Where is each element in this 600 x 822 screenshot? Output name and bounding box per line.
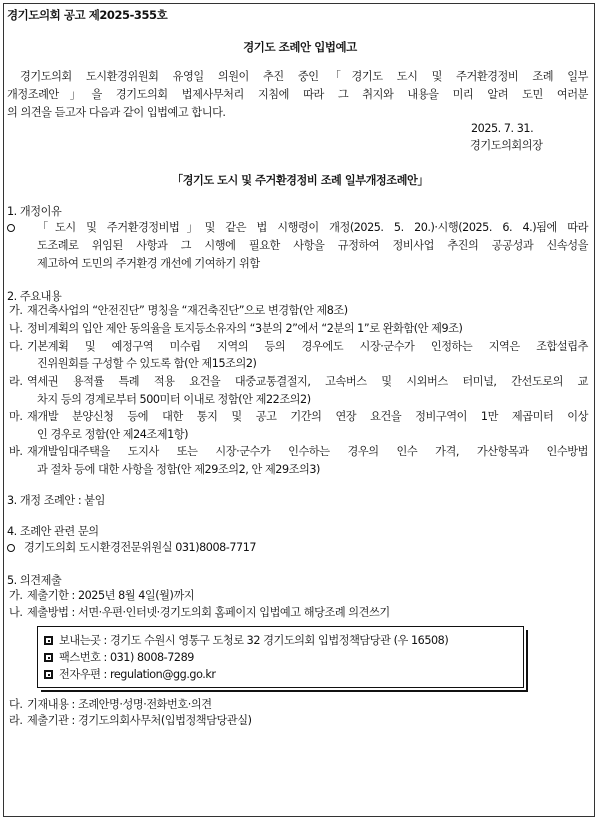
section5-heading: 5. 의견제출 [7, 574, 62, 587]
page-title: 경기도 조례안 입법예고 [243, 40, 357, 54]
square-bullet-icon [44, 670, 53, 679]
list-item-cont: 진위원회를 구성할 수 있도록 함(안 제15조의2) [37, 357, 257, 370]
submission-deadline: 제출기한 : 2025년 8월 4일(월)까지 [27, 589, 195, 602]
item-marker: 라. [9, 375, 23, 388]
square-bullet-icon [44, 636, 53, 645]
section1-line-3: 제고하여 도민의 주거환경 개선에 기여하기 위함 [37, 257, 260, 270]
intro-line-1: 경기도의회 도시환경위원회 유영일 의원이 추진 중인「경기도 도시 및 주거환경정비 조례 일부 [20, 70, 588, 83]
list-item: 기본계획 및 예정구역 미수립 지역의 등의 경우에도 시장·군수가 인정하는 지역은 조합설립추 [27, 340, 588, 353]
mailing-address: 보내는곳 : 경기도 수원시 영통구 도청로 32 경기도의회 입법정책담당관 (우 16508) [44, 634, 448, 648]
submission-method: 제출방법 : 서면·우편·인터넷·경기도의회 홈페이지 입법예고 해당조례 의견쓰기 [27, 606, 390, 619]
section1-bullet-icon [7, 221, 15, 235]
square-bullet-icon [44, 653, 53, 662]
email-address: 전자우편 : regulation@gg.go.kr [44, 668, 216, 682]
list-item: 재개발임대주택을 도지사 또는 시장·군수가 인수하는 경우의 인수 가격, 가산항목과 인수방법 [27, 445, 588, 458]
item-marker: 가. [9, 304, 23, 317]
ordinance-title: 「경기도 도시 및 주거환경정비 조례 일부개정조례안」 [171, 174, 429, 187]
item-marker: 라. [9, 714, 23, 727]
item-marker: 가. [9, 589, 23, 602]
intro-line-2: 개정조례안」을 경기도의회 법제사무처리 지침에 따라 그 취지와 내용을 미리 알려 도민 여러분 [7, 88, 588, 101]
notice-number: 경기도의회 공고 제2025-355호 [7, 8, 168, 22]
list-item: 정비계획의 입안 제안 동의율을 토지등소유자의 “3분의 2”에서 “2분의 1”로 완화함(안 제9조) [27, 322, 463, 335]
list-item-cont: 과 절차 등에 대한 사항을 정함(안 제29조의2, 안 제29조의3) [37, 463, 320, 476]
item-marker: 다. [9, 698, 23, 711]
item-marker: 나. [9, 322, 23, 335]
list-item-cont: 차지 등의 경계로부터 500미터 이내로 정함(안 제22조의2) [37, 393, 311, 406]
list-item: 재개발 분양신청 등에 대한 통지 및 공고 기간의 연장 요건을 정비구역이 1만 제곱미터 이상 [27, 410, 588, 423]
section1-line-2: 도조례로 위임된 사항과 그 시행에 필요한 사항을 규정하여 정비사업 추진의 공공성과 신속성을 [37, 239, 588, 252]
item-marker: 다. [9, 340, 23, 353]
item-marker: 바. [9, 445, 23, 458]
submission-agency: 제출기관 : 경기도의회사무처(입법정책담당관실) [27, 714, 252, 727]
item-marker: 나. [9, 606, 23, 619]
section4-heading: 4. 조례안 관련 문의 [7, 525, 99, 538]
notice-date: 2025. 7. 31. [471, 122, 534, 135]
list-item: 재건축사업의 “안전진단” 명칭을 “재건축진단”으로 변경함(안 제8조) [27, 304, 348, 317]
list-item: 역세권 용적률 특례 적용 요건을 대중교통결절지, 고속버스 및 시외버스 터미널, 간선도로의 교 [27, 375, 588, 388]
intro-line-3: 의 의견을 듣고자 다음과 같이 입법예고 합니다. [7, 106, 226, 119]
list-item-cont: 인 경우로 정함(안 제24조제1항) [37, 428, 189, 441]
section4-bullet-icon [7, 541, 15, 555]
item-marker: 마. [9, 410, 23, 423]
fax-number: 팩스번호 : 031) 8008-7289 [44, 651, 194, 665]
section1-heading: 1. 개정이유 [7, 205, 62, 218]
section2-heading: 2. 주요내용 [7, 290, 62, 303]
inquiry-contact: 경기도의회 도시환경전문위원실 031)8008-7717 [24, 541, 257, 554]
contact-box [37, 626, 524, 688]
submission-content: 기재내용 : 조례안명·성명·전화번호·의견 [27, 698, 212, 711]
section3-heading: 3. 개정 조례안 : 붙임 [7, 494, 106, 507]
section1-line-1: 「도시 및 주거환경정비법」및 같은 법 시행령이 개정(2025. 5. 20.)·시행(2025. 6. 4.)됨에 따라 [37, 221, 588, 234]
issuer: 경기도의회의장 [470, 139, 543, 152]
